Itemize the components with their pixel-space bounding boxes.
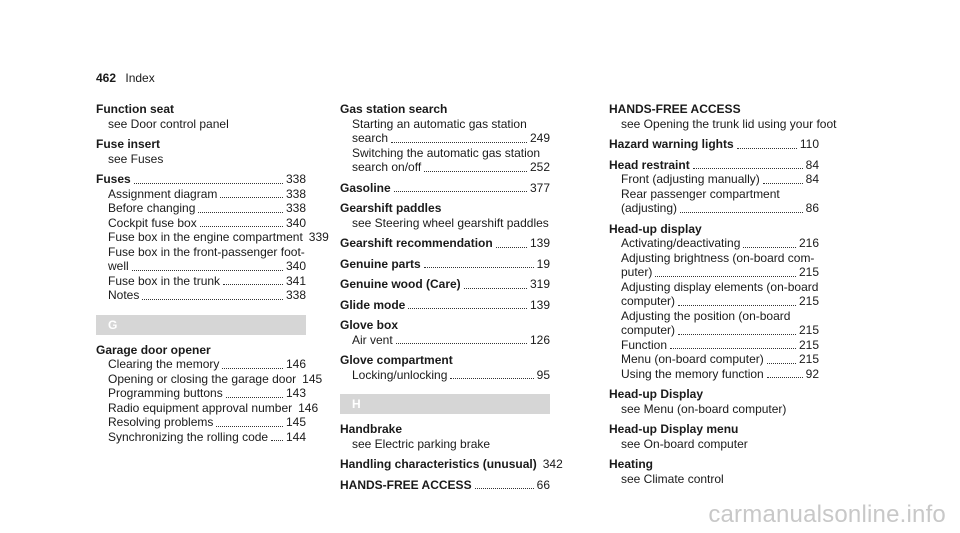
index-subentry [340, 368, 550, 383]
index-term-text: Function seat [96, 102, 175, 116]
index-entry [609, 102, 837, 131]
index-subentry-text: Synchronizing the rolling code [108, 429, 269, 444]
index-term-text: Glove box [340, 318, 399, 332]
index-term-page[interactable]: 338 [285, 172, 306, 186]
index-term [340, 318, 550, 333]
index-term-page[interactable]: 19 [536, 256, 550, 271]
index-subentry-text: Menu (on-board computer) [621, 352, 764, 366]
leader-dots [450, 378, 533, 379]
index-term-page[interactable]: 342 [542, 457, 563, 471]
index-subentry-page[interactable]: 215 [798, 337, 819, 352]
index-term [340, 478, 550, 493]
leader-dots [424, 171, 527, 172]
index-entry [609, 137, 819, 152]
index-entry [340, 102, 550, 175]
index-subentry [340, 131, 550, 146]
index-subentry [96, 386, 306, 401]
index-term [340, 181, 550, 196]
index-subentry-page[interactable]: 252 [529, 160, 550, 174]
index-term-text: Gas station search [340, 102, 448, 116]
index-subentry [609, 201, 819, 216]
index-subentry-page[interactable]: 86 [805, 201, 819, 215]
index-subentry-text: Air vent [352, 332, 393, 347]
index-entry [340, 181, 550, 196]
index-subentry-text: Assignment diagram [108, 186, 218, 201]
index-entry [96, 172, 329, 303]
leader-dots [223, 284, 283, 285]
index-subentry [96, 216, 306, 231]
index-entry [340, 353, 550, 382]
index-entry [609, 457, 819, 486]
index-term-text: Head-up Display menu [609, 422, 739, 436]
index-subentry-text: Clearing the memory [108, 357, 220, 371]
index-term [340, 236, 550, 251]
index-term-text: Head-up display [609, 221, 702, 236]
index-term-page[interactable]: 139 [529, 297, 550, 312]
leader-dots [737, 148, 797, 149]
index-entry [340, 257, 550, 272]
leader-dots [496, 247, 527, 248]
leader-dots [198, 212, 283, 213]
index-subentry-text: Fuse box in the front-passenger foot- [108, 244, 305, 259]
index-term-text: Garage door opener [96, 342, 211, 357]
index-subentry-text: Adjusting the position (on-board [621, 308, 791, 323]
index-subentry [96, 371, 323, 387]
index-subentry-text: Using the memory function [621, 366, 764, 381]
index-subentry-text: Fuse box in the trunk [108, 273, 221, 288]
leader-dots [464, 288, 527, 289]
index-term-page[interactable]: 66 [536, 477, 550, 492]
section-letter: G [96, 315, 306, 335]
index-subentry-text: well [108, 259, 129, 273]
leader-dots [424, 267, 534, 268]
index-subentry-text: computer) [621, 323, 676, 337]
index-subentry-text: see Menu (on-board computer) [621, 401, 787, 416]
index-subentry [96, 400, 319, 416]
leader-dots [767, 363, 796, 364]
index-term-text: Genuine wood (Care) [340, 277, 461, 291]
index-subentry-page[interactable]: 340 [285, 215, 306, 230]
index-subentry-page[interactable]: 215 [798, 352, 819, 366]
index-term-text: Genuine parts [340, 256, 421, 271]
index-entry [609, 422, 819, 451]
index-term-page[interactable]: 84 [805, 157, 819, 172]
index-subentry-page[interactable]: 338 [285, 288, 306, 302]
index-subentry-text: see Fuses [108, 151, 164, 166]
index-subentry [96, 259, 306, 274]
leader-dots [216, 426, 283, 427]
index-column-2 [340, 102, 563, 498]
index-term [340, 353, 550, 368]
index-subentry-text: Adjusting display elements (on-board [621, 279, 819, 294]
index-subentry [96, 430, 306, 445]
index-term-page[interactable]: 319 [529, 277, 550, 291]
index-subentry-text: see Electric parking brake [352, 436, 491, 451]
index-subentry-text: puter) [621, 265, 653, 279]
index-entry [96, 342, 323, 445]
index-entry [340, 457, 563, 472]
index-subentry [96, 274, 306, 289]
index-term-text: Gearshift paddles [340, 201, 442, 215]
index-term-text: Fuse insert [96, 137, 161, 151]
index-subentry-text: Opening or closing the garage door [108, 371, 297, 386]
leader-dots [271, 440, 283, 441]
index-subentry [96, 288, 306, 303]
index-term [96, 172, 306, 187]
index-term-text: Glove compartment [340, 353, 453, 367]
index-term-text: Glide mode [340, 297, 406, 312]
index-subentry-page[interactable]: 84 [805, 172, 819, 186]
index-subentry-text: see Steering wheel gearshift paddles [352, 215, 549, 230]
index-term [340, 102, 550, 117]
index-entry [340, 318, 550, 347]
index-subentry-text: Adjusting brightness (on-board com- [621, 250, 815, 265]
index-subentry-page[interactable]: 339 [308, 230, 329, 244]
section-letter: H [340, 394, 550, 414]
index-subentry-text: see Opening the trunk lid using your foot [621, 116, 837, 131]
leader-dots [134, 183, 283, 184]
index-term [340, 201, 550, 216]
section-title: Index [125, 71, 155, 85]
index-term [340, 457, 563, 472]
index-subentry-page[interactable]: 144 [285, 429, 306, 444]
index-term-text: HANDS-FREE ACCESS [609, 102, 741, 116]
index-entry [96, 137, 306, 166]
index-term-text: Heating [609, 457, 654, 471]
index-term [96, 137, 306, 152]
index-subentry [609, 338, 819, 353]
index-subentry [609, 265, 819, 280]
index-subentry [96, 415, 306, 430]
index-subentry-page[interactable]: 92 [805, 366, 819, 381]
index-term [609, 158, 819, 173]
index-subentry-page[interactable]: 126 [529, 332, 550, 347]
index-term [340, 422, 550, 437]
index-entry [340, 277, 550, 292]
index-entry [340, 478, 550, 493]
index-entry [609, 387, 819, 416]
leader-dots [408, 308, 527, 309]
index-subentry-page[interactable]: 338 [285, 201, 306, 215]
index-term-text: Fuses [96, 172, 131, 186]
leader-dots [693, 168, 803, 169]
index-term-text: Handling characteristics (unusual) [340, 457, 537, 471]
index-subentry-page[interactable]: 341 [285, 273, 306, 288]
index-subentry-text: see Climate control [621, 471, 724, 486]
index-subentry [96, 230, 329, 245]
index-subentry-text: Radio equipment approval number [108, 400, 293, 415]
index-subentry-page[interactable]: 338 [285, 186, 306, 201]
leader-dots [655, 276, 796, 277]
page-header [96, 71, 155, 85]
index-subentry-text: Starting an automatic gas station [352, 116, 527, 131]
index-subentry [340, 333, 550, 348]
index-subentry-text: see On-board computer [621, 436, 748, 451]
index-subentry-text: Rear passenger compartment [621, 186, 780, 201]
index-subentry [609, 236, 819, 251]
index-subentry-text: Programming buttons [108, 386, 223, 400]
index-column-3 [609, 102, 837, 492]
index-subentry-page[interactable]: 145 [302, 371, 323, 386]
leader-dots [678, 334, 796, 335]
index-term [609, 457, 819, 472]
index-term [96, 343, 306, 358]
index-term [609, 137, 819, 152]
index-term-text: Head-up Display [609, 387, 704, 401]
index-subentry-text: Fuse box in the engine compartment [108, 230, 303, 244]
index-subentry [609, 323, 819, 338]
index-term-text: Gasoline [340, 180, 391, 195]
index-term-page[interactable]: 377 [529, 180, 550, 195]
index-term [340, 277, 550, 292]
index-subentry [609, 172, 819, 187]
index-term [609, 222, 819, 237]
index-subentry-text: see Door control panel [108, 116, 229, 131]
index-subentry [609, 367, 819, 382]
index-subentry [609, 294, 819, 309]
index-term-page[interactable]: 139 [529, 236, 550, 250]
index-subentry-page[interactable]: 340 [285, 259, 306, 273]
index-entry [609, 222, 819, 382]
index-subentry [609, 352, 819, 367]
leader-dots [394, 191, 527, 192]
index-subentry-text: Function [621, 337, 668, 352]
index-subentry-text: Locking/unlocking [352, 367, 448, 382]
index-term-text: Handbrake [340, 422, 403, 436]
index-subentry-page[interactable]: 95 [536, 367, 550, 382]
leader-dots [132, 270, 283, 271]
index-subentry [96, 187, 306, 202]
leader-dots [743, 247, 796, 248]
index-term [96, 102, 306, 117]
index-entry [609, 158, 819, 216]
index-subentry-text: search on/off [352, 160, 422, 174]
index-subentry-text: search [352, 131, 389, 145]
index-term [340, 298, 550, 313]
index-subentry-text: Cockpit fuse box [108, 215, 197, 230]
leader-dots [142, 299, 283, 300]
index-subentry-page[interactable]: 145 [285, 415, 306, 429]
index-subentry-text: Front (adjusting manually) [621, 172, 760, 186]
leader-dots [220, 197, 283, 198]
leader-dots [475, 488, 534, 489]
index-term-page[interactable]: 110 [799, 137, 819, 151]
index-term-text: HANDS-FREE ACCESS [340, 477, 472, 492]
leader-dots [767, 377, 803, 378]
index-subentry-text: computer) [621, 294, 676, 308]
leader-dots [222, 368, 283, 369]
index-entry [340, 298, 550, 313]
leader-dots [670, 348, 796, 349]
leader-dots [763, 183, 803, 184]
index-entry [340, 422, 550, 451]
index-term [609, 387, 819, 402]
leader-dots [391, 142, 527, 143]
leader-dots [678, 305, 796, 306]
index-term [340, 257, 550, 272]
index-subentry-text: Activating/deactivating [621, 236, 741, 250]
index-subentry [96, 357, 306, 372]
index-entry [96, 102, 306, 131]
index-subentry-page[interactable]: 216 [798, 236, 819, 250]
index-subentry-page[interactable]: 146 [298, 400, 319, 415]
page-number: 462 [96, 71, 117, 85]
leader-dots [226, 397, 283, 398]
index-subentry-page[interactable]: 215 [798, 323, 819, 337]
index-subentry-page[interactable]: 143 [285, 386, 306, 400]
index-subentry-text: Switching the automatic gas station [352, 145, 541, 160]
leader-dots [200, 226, 283, 227]
index-subentry-text: Notes [108, 288, 140, 302]
index-entry [340, 201, 550, 230]
index-subentry-page[interactable]: 146 [285, 357, 306, 371]
index-subentry-text: Resolving problems [108, 415, 214, 429]
index-term [609, 422, 819, 437]
index-subentry-text: (adjusting) [621, 201, 678, 215]
index-term [609, 102, 819, 117]
leader-dots [396, 343, 527, 344]
watermark: carmanualsonline.info [708, 501, 946, 528]
index-subentry-page[interactable]: 215 [798, 294, 819, 308]
index-subentry-page[interactable]: 249 [529, 131, 550, 145]
index-entry [340, 236, 550, 251]
index-term-text: Head restraint [609, 157, 690, 172]
index-subentry [340, 160, 550, 175]
index-term-text: Gearshift recommendation [340, 236, 493, 250]
index-column-1 [96, 102, 329, 450]
index-term-text: Hazard warning lights [609, 137, 734, 151]
leader-dots [680, 212, 803, 213]
index-subentry-text: Before changing [108, 201, 196, 215]
index-subentry-page[interactable]: 215 [798, 265, 819, 279]
index-subentry [96, 201, 306, 216]
